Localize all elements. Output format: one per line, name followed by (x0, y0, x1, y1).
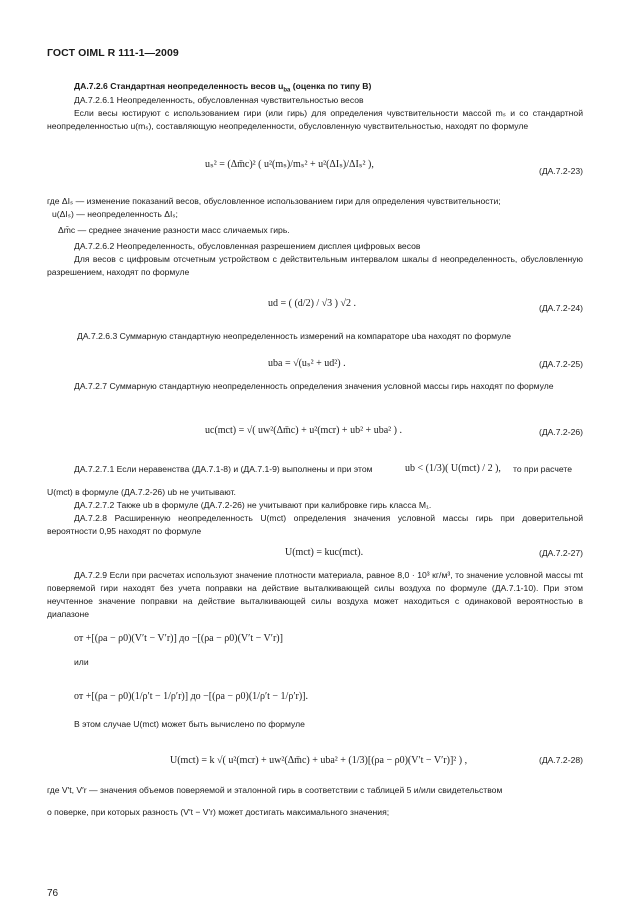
equation-number: (ДА.7.2-27) (538, 548, 583, 558)
document-header: ГОСТ OIML R 111-1—2009 (47, 47, 179, 59)
paragraph: ДА.7.2.9 Если при расчетах используют значение плотности материала, равное 8,0 · 10³ кг/м³, то значение условной массы mt поверяемой гири находят без учета поправки на действие выталкивающей силы воздуха по формуле (ДА.7.1-10). При этом неучтенное значение поправки на действие выталкивающей силы воздуха может находиться с одинаковой вероятностью в диапазоне (47, 570, 583, 619)
paragraph: Если весы юстируют с использованием гири (или гирь) для определения чувствительности массой mₛ и со стандартной неопределенностью u(mₛ), составляющую неопределенности, обусловленную чувствительностью, находят по формуле (47, 108, 583, 131)
section-title-sub: ba (283, 87, 291, 94)
where-clause: где V′t, V′r — значения объемов поверяемой и эталонной гирь в соответствии с таблицей 5 и/или свидетельством (47, 785, 503, 795)
subsection-heading: ДА.7.2.6.2 Неопределенность, обусловленная разрешением дисплея цифровых весов (74, 241, 421, 251)
equation: uₛ² = (Δm̄c)² ( u²(mₛ)/mₛ² + u²(ΔIₛ)/ΔIₛ² ), (205, 159, 374, 170)
paragraph: U(mct) в формуле (ДА.7.2-26) ub не учитывают. (47, 487, 236, 497)
section-title-tail: (оценка по типу В) (290, 81, 372, 91)
equation-number: (ДА.7.2-28) (538, 755, 583, 765)
equation-number: (ДА.7.2-26) (538, 427, 583, 437)
equation: uc(mct) = √( uw²(Δm̄c) + u²(mcr) + ub² + uba² ) . (205, 425, 402, 436)
equation: uba = √(uₛ² + ud²) . (268, 358, 346, 369)
page-number: 76 (47, 888, 59, 899)
where-clause: u(ΔIₛ) — неопределенность ΔIₛ; (52, 209, 178, 219)
paragraph: ДА.7.2.8 Расширенную неопределенность U(mct) определения значения условной массы гирь при доверительной вероятности 0,95 находят по формуле (47, 513, 583, 536)
paragraph: то при расчете (513, 464, 572, 474)
paragraph: ДА.7.2.7.2 Также ub в формуле (ДА.7.2-26) не учитывают при калибровке гирь класса M₁. (74, 500, 432, 510)
inline-equation: ub < (1/3)( U(mct) / 2 ), (405, 463, 501, 474)
equation: ud = ( (d/2) / √3 ) √2 . (268, 298, 356, 309)
where-clause: о поверке, при которых разность (V′t − V′r) может достигать максимального значения; (47, 807, 390, 817)
where-clause: где ΔIₛ — изменение показаний весов, обусловленное использованием гири для определения чувствительности; (47, 196, 501, 206)
equation: U(mct) = k √( u²(mcr) + uw²(Δm̄c) + uba² + (1/3)[(ρa − ρ0)(V′t − V′r)]² ) , (170, 755, 468, 766)
paragraph: ДА.7.2.7.1 Если неравенства (ДА.7.1-8) и (ДА.7.1-9) выполнены и при этом (74, 464, 373, 474)
equation-number: (ДА.7.2-24) (538, 303, 583, 313)
equation: U(mct) = kuc(mct). (285, 547, 364, 558)
conjunction: или (74, 657, 89, 667)
range-expression: от +[(ρa − ρ0)(V′t − V′r)] до −[(ρa − ρ0)(V′t − V′r)] (74, 633, 283, 644)
paragraph: Для весов с цифровым отсчетным устройством с действительным интервалом шкалы d неопределенность, обусловленную разрешением, находят по формуле (47, 254, 583, 277)
paragraph: В этом случае U(mct) может быть вычислено по формуле (74, 719, 305, 729)
paragraph: ДА.7.2.6.3 Суммарную стандартную неопределенность измерений на компараторе uba находят по формуле (77, 331, 512, 341)
equation-number: (ДА.7.2-23) (538, 166, 583, 176)
paragraph: ДА.7.2.7 Суммарную стандартную неопределенность определения значения условной массы гирь находят по формуле (74, 381, 554, 391)
equation-number: (ДА.7.2-25) (538, 359, 583, 369)
section-title-text: ДА.7.2.6 Стандартная неопределенность весов u (74, 81, 284, 91)
subsection-heading: ДА.7.2.6.1 Неопределенность, обусловленная чувствительностью весов (74, 95, 364, 105)
where-clause: Δm̄c — среднее значение разности масс сличаемых гирь. (58, 225, 290, 235)
range-expression: от +[(ρa − ρ0)(1/ρ′t − 1/ρ′r)] до −[(ρa − ρ0)(1/ρ′t − 1/ρ′r)]. (74, 691, 309, 702)
